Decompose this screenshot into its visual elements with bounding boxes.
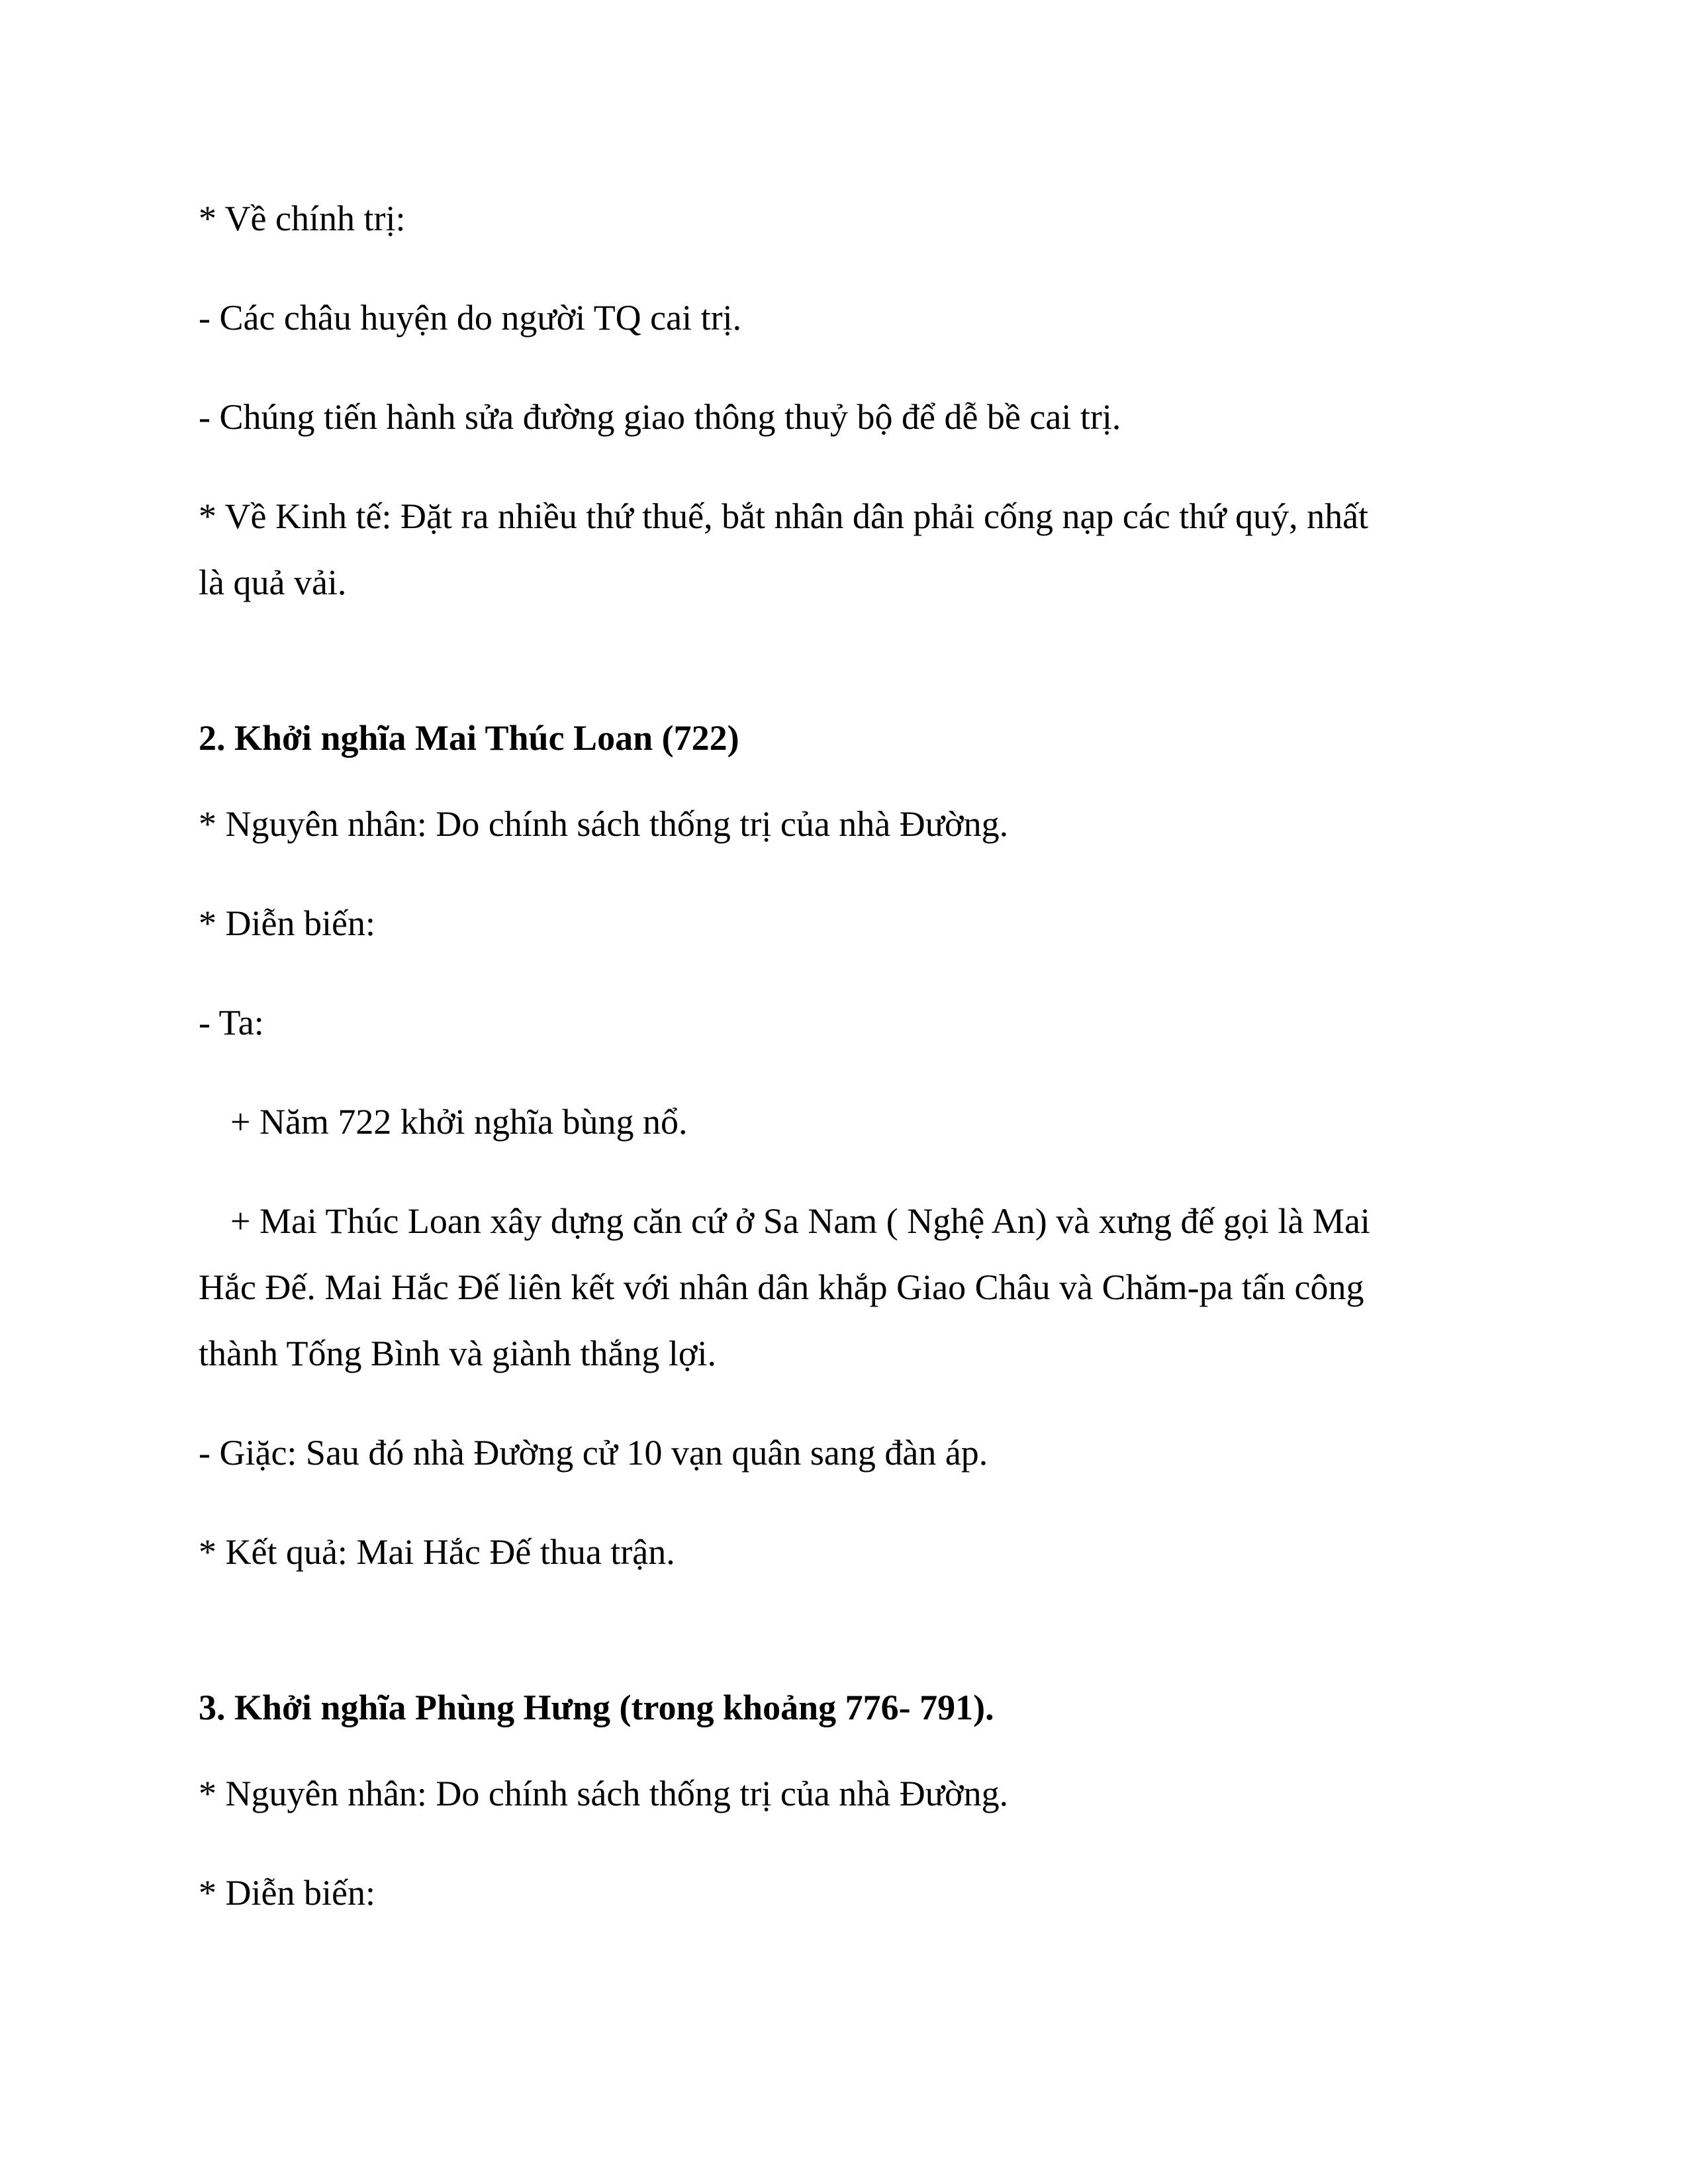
section-2-us-label: - Ta: xyxy=(199,1003,264,1042)
section-3-heading: 3. Khởi nghĩa Phùng Hưng (trong khoảng 776- 791). xyxy=(199,1688,994,1727)
section-3-cause: * Nguyên nhân: Do chính sách thống trị của nhà Đường. xyxy=(199,1774,1009,1813)
section-2-us-item-2-line-2: Hắc Đế. Mai Hắc Đế liên kết với nhân dân khắp Giao Châu và Chăm-pa tấn công xyxy=(199,1267,1364,1307)
section-2-cause: * Nguyên nhân: Do chính sách thống trị của nhà Đường. xyxy=(199,804,1009,844)
section-2-heading: 2. Khởi nghĩa Mai Thúc Loan (722) xyxy=(199,718,739,758)
economy-line-1: * Về Kinh tế: Đặt ra nhiều thứ thuế, bắt nhân dân phải cống nạp các thứ quý, nhất xyxy=(199,496,1369,536)
section-2-us-item-1: + Năm 722 khởi nghĩa bùng nổ. xyxy=(230,1102,688,1142)
section-2-us-item-2-line-3: thành Tống Bình và giành thắng lợi. xyxy=(199,1334,716,1373)
section-2-enemy: - Giặc: Sau đó nhà Đường cử 10 vạn quân sang đàn áp. xyxy=(199,1433,988,1473)
politics-item-1: - Các châu huyện do người TQ cai trị. xyxy=(199,298,742,338)
politics-item-2: - Chúng tiến hành sửa đường giao thông thuỷ bộ để dễ bề cai trị. xyxy=(199,397,1121,437)
section-2-result: * Kết quả: Mai Hắc Đế thua trận. xyxy=(199,1532,675,1572)
section-3-progress-heading: * Diễn biến: xyxy=(199,1873,375,1913)
economy-line-2: là quả vải. xyxy=(199,563,347,602)
politics-heading: * Về chính trị: xyxy=(199,199,406,238)
section-2-progress-heading: * Diễn biến: xyxy=(199,903,375,943)
section-2-us-item-2-line-1: + Mai Thúc Loan xây dựng căn cứ ở Sa Nam ( Nghệ An) và xưng đế gọi là Mai xyxy=(230,1201,1370,1241)
